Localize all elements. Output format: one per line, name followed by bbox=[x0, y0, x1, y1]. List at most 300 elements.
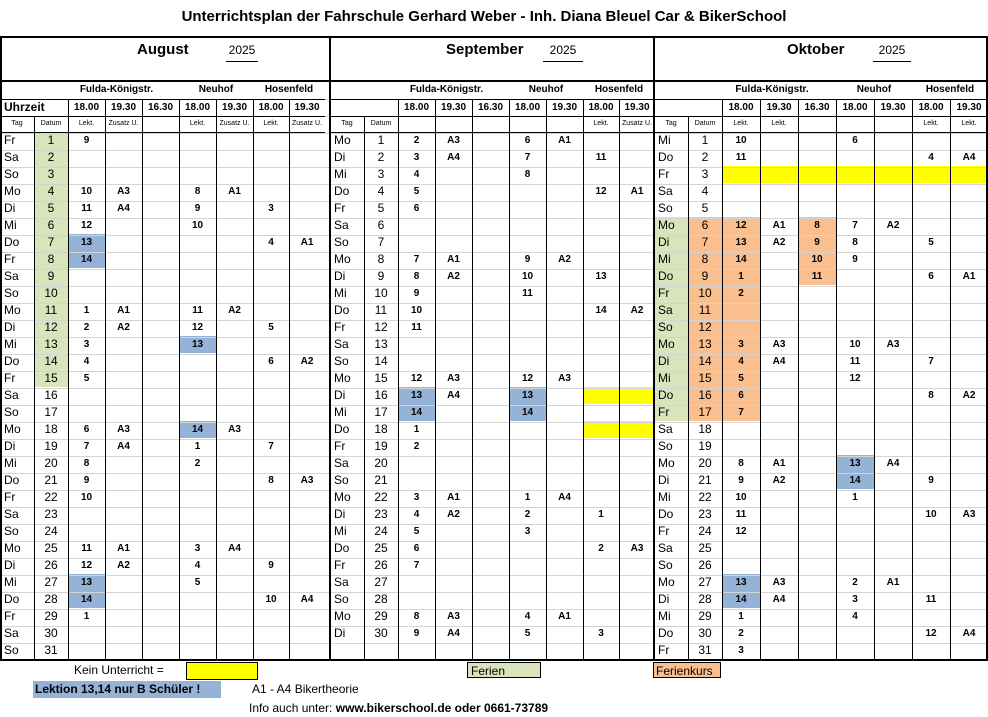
lesson-cell: 14 bbox=[595, 305, 607, 316]
uhrzeit-label: Uhrzeit bbox=[4, 100, 45, 114]
lesson-cell: A1 bbox=[558, 611, 571, 622]
lesson-cell: A3 bbox=[558, 373, 571, 384]
lesson-cell: 12 bbox=[410, 373, 423, 384]
month-year: 2025 bbox=[549, 43, 577, 57]
grid-line bbox=[289, 99, 290, 659]
time-header: 18.00 bbox=[918, 102, 944, 113]
lesson-cell: A1 bbox=[886, 577, 900, 588]
day-datum: 8 bbox=[701, 252, 709, 266]
cell-highlight bbox=[619, 421, 655, 438]
lesson-cell: A1 bbox=[447, 254, 460, 265]
lesson-cell: A3 bbox=[447, 135, 460, 146]
sub-header bbox=[874, 116, 912, 132]
grid-line bbox=[0, 422, 988, 423]
lesson-cell: 12 bbox=[735, 526, 747, 537]
lesson-cell: A4 bbox=[772, 594, 786, 605]
grid-line bbox=[0, 116, 325, 117]
lesson-cell: A1 bbox=[447, 492, 460, 503]
grid-line bbox=[0, 524, 988, 525]
grid-line bbox=[330, 116, 655, 117]
lesson-cell: 6 bbox=[928, 271, 934, 282]
location-fulda: Fulda-Königstr. bbox=[409, 84, 484, 95]
lesson-cell: 12 bbox=[849, 373, 861, 384]
lesson-cell: A3 bbox=[772, 339, 786, 350]
lesson-cell: 10 bbox=[80, 186, 93, 197]
location-neuhof: Neuhof bbox=[528, 84, 564, 95]
time-header: 19.30 bbox=[551, 102, 578, 113]
lesson-cell: 2 bbox=[413, 135, 420, 146]
grid-line bbox=[0, 303, 988, 304]
day-tag: So bbox=[658, 320, 673, 334]
day-tag: Sa bbox=[658, 422, 673, 436]
day-datum: 16 bbox=[44, 388, 58, 402]
lesson-cell: 10 bbox=[521, 271, 534, 282]
day-datum: 25 bbox=[44, 541, 58, 555]
time-header: 19.30 bbox=[880, 102, 906, 113]
lesson-cell: 13 bbox=[80, 577, 93, 588]
lesson-cell: 4 bbox=[524, 611, 531, 622]
day-datum: 7 bbox=[377, 235, 385, 249]
location-hosenfeld: Hosenfeld bbox=[264, 84, 314, 95]
lesson-cell: A1 bbox=[228, 186, 241, 197]
legend-kein-unterricht: Kein Unterricht = bbox=[74, 663, 164, 677]
grid-line bbox=[546, 99, 547, 659]
lesson-cell: 10 bbox=[925, 509, 937, 520]
day-tag: Fr bbox=[658, 286, 670, 300]
lesson-cell: 7 bbox=[83, 441, 90, 452]
day-tag: Mi bbox=[658, 490, 671, 504]
lesson-cell: 13 bbox=[410, 390, 423, 401]
grid-line bbox=[912, 99, 913, 659]
lesson-cell: A4 bbox=[772, 356, 786, 367]
lesson-cell: 1 bbox=[738, 271, 744, 282]
lesson-cell: A3 bbox=[117, 424, 130, 435]
day-tag: Mo bbox=[658, 337, 675, 351]
sub-header bbox=[509, 116, 546, 132]
lesson-cell: 8 bbox=[928, 390, 934, 401]
lesson-cell: 6 bbox=[83, 424, 90, 435]
month-name: August bbox=[137, 41, 189, 58]
lesson-cell: 2 bbox=[738, 628, 744, 639]
day-tag: Mo bbox=[658, 218, 675, 232]
day-tag: Do bbox=[658, 388, 674, 402]
datum-header: Datum bbox=[40, 120, 62, 127]
day-tag: Fr bbox=[658, 524, 670, 538]
lesson-cell: A2 bbox=[300, 356, 314, 367]
lesson-cell: 11 bbox=[849, 356, 861, 367]
time-header: 19.30 bbox=[766, 102, 792, 113]
day-datum: 22 bbox=[374, 490, 388, 504]
lesson-cell: 13 bbox=[595, 271, 607, 282]
grid-line bbox=[105, 99, 106, 659]
day-tag: Do bbox=[334, 184, 350, 198]
day-datum: 17 bbox=[698, 405, 712, 419]
info-prefix: Info auch unter: bbox=[249, 701, 336, 715]
day-tag: Mo bbox=[4, 303, 21, 317]
day-datum: 30 bbox=[374, 626, 388, 640]
lesson-cell: 14 bbox=[80, 594, 93, 605]
lesson-cell: 10 bbox=[735, 492, 747, 503]
day-tag: Sa bbox=[4, 388, 19, 402]
day-datum: 8 bbox=[377, 252, 385, 266]
day-tag: Fr bbox=[4, 609, 16, 623]
day-datum: 6 bbox=[377, 218, 385, 232]
grid-line bbox=[0, 201, 988, 202]
day-datum: 4 bbox=[701, 184, 709, 198]
page-title: Unterrichtsplan der Fahrschule Gerhard Weber - Inh. Diana Bleuel Car & BikerSchool bbox=[181, 8, 787, 25]
lesson-cell: 9 bbox=[194, 203, 201, 214]
day-datum: 6 bbox=[47, 218, 55, 232]
day-datum: 10 bbox=[44, 286, 58, 300]
lesson-cell: 2 bbox=[194, 458, 201, 469]
lesson-cell: 11 bbox=[735, 509, 747, 520]
time-header: 19.30 bbox=[110, 102, 137, 113]
lesson-cell: 11 bbox=[925, 594, 937, 605]
cell-highlight bbox=[874, 166, 912, 183]
grid-line bbox=[0, 643, 988, 644]
day-tag: Sa bbox=[658, 303, 673, 317]
lesson-cell: 1 bbox=[738, 611, 744, 622]
lesson-cell: A2 bbox=[772, 475, 786, 486]
day-tag: Di bbox=[334, 388, 346, 402]
cell-highlight bbox=[760, 166, 798, 183]
day-tag: Fr bbox=[4, 252, 16, 266]
grid-line bbox=[836, 99, 837, 659]
day-tag: Di bbox=[4, 439, 16, 453]
sub-header: Lekt. bbox=[733, 120, 749, 127]
day-tag: Do bbox=[658, 626, 674, 640]
lesson-cell: 4 bbox=[83, 356, 90, 367]
day-datum: 17 bbox=[374, 405, 388, 419]
lesson-cell: 7 bbox=[928, 356, 934, 367]
lesson-cell: A2 bbox=[117, 560, 130, 571]
day-datum: 16 bbox=[698, 388, 712, 402]
sub-header: Zusatz U. bbox=[219, 120, 250, 127]
time-header: 16.30 bbox=[477, 102, 504, 113]
location-fulda: Fulda-Königstr. bbox=[79, 84, 154, 95]
lesson-cell: 4 bbox=[738, 356, 744, 367]
day-tag: Do bbox=[658, 150, 674, 164]
lesson-cell: A4 bbox=[228, 543, 241, 554]
day-tag: Do bbox=[4, 592, 20, 606]
sub-header: Zusatz U. bbox=[292, 120, 322, 127]
lesson-cell: 10 bbox=[735, 135, 747, 146]
lesson-cell: A1 bbox=[772, 458, 786, 469]
day-datum: 13 bbox=[698, 337, 712, 351]
day-datum: 31 bbox=[698, 643, 712, 657]
lesson-cell: 11 bbox=[811, 271, 823, 282]
grid-line bbox=[0, 167, 988, 168]
month-name: September bbox=[446, 41, 524, 58]
day-tag: Mo bbox=[334, 252, 351, 266]
lesson-cell: A1 bbox=[300, 237, 314, 248]
lesson-cell: 13 bbox=[849, 458, 861, 469]
day-datum: 1 bbox=[377, 133, 385, 147]
day-tag: Mi bbox=[658, 609, 671, 623]
grid-line bbox=[68, 99, 69, 659]
lesson-cell: 12 bbox=[595, 186, 607, 197]
lesson-cell: A3 bbox=[300, 475, 314, 486]
lesson-cell: 5 bbox=[738, 373, 744, 384]
day-tag: Mo bbox=[4, 422, 21, 436]
day-datum: 23 bbox=[374, 507, 388, 521]
day-tag: Fr bbox=[334, 320, 346, 334]
lesson-cell: 5 bbox=[413, 186, 420, 197]
lesson-cell: 2 bbox=[524, 509, 531, 520]
day-datum: 3 bbox=[701, 167, 709, 181]
grid-line bbox=[0, 286, 988, 287]
day-tag: Di bbox=[4, 201, 16, 215]
lesson-cell: 12 bbox=[80, 560, 93, 571]
day-tag: So bbox=[4, 286, 19, 300]
day-datum: 30 bbox=[44, 626, 58, 640]
lesson-cell: A3 bbox=[962, 509, 976, 520]
lesson-cell: A4 bbox=[962, 152, 976, 163]
time-header: 19.30 bbox=[440, 102, 467, 113]
time-header: 19.30 bbox=[294, 102, 320, 113]
lesson-cell: 8 bbox=[413, 611, 420, 622]
lesson-cell: A2 bbox=[630, 305, 644, 316]
lesson-cell: 3 bbox=[852, 594, 858, 605]
day-tag: Mo bbox=[4, 541, 21, 555]
grid-line bbox=[179, 99, 180, 659]
day-tag: So bbox=[334, 592, 349, 606]
day-tag: Di bbox=[334, 626, 346, 640]
lesson-cell: A4 bbox=[117, 441, 130, 452]
sub-header bbox=[546, 116, 583, 132]
lesson-cell: 3 bbox=[268, 203, 274, 214]
lesson-cell: A1 bbox=[558, 135, 571, 146]
day-tag: Di bbox=[4, 320, 16, 334]
lesson-cell: A1 bbox=[117, 543, 130, 554]
day-datum: 10 bbox=[374, 286, 388, 300]
day-datum: 9 bbox=[47, 269, 55, 283]
lesson-cell: 4 bbox=[852, 611, 858, 622]
day-tag: Di bbox=[658, 473, 670, 487]
day-tag: Do bbox=[4, 354, 20, 368]
lesson-cell: 8 bbox=[268, 475, 274, 486]
day-tag: Di bbox=[4, 558, 16, 572]
day-datum: 17 bbox=[44, 405, 58, 419]
day-tag: Sa bbox=[4, 626, 19, 640]
day-datum: 21 bbox=[44, 473, 58, 487]
lesson-cell: 12 bbox=[735, 220, 747, 231]
lesson-cell: 11 bbox=[595, 152, 607, 163]
cell-highlight bbox=[619, 387, 655, 404]
day-datum: 8 bbox=[47, 252, 55, 266]
day-datum: 10 bbox=[698, 286, 712, 300]
location-neuhof: Neuhof bbox=[856, 84, 892, 95]
time-header: 16.30 bbox=[147, 102, 174, 113]
day-tag: Fr bbox=[658, 167, 670, 181]
lesson-cell: 10 bbox=[265, 594, 277, 605]
legend-ferien: Ferien bbox=[467, 662, 541, 678]
lesson-cell: 8 bbox=[738, 458, 744, 469]
lesson-cell: 10 bbox=[191, 220, 204, 231]
lesson-cell: 13 bbox=[80, 237, 93, 248]
day-datum: 29 bbox=[698, 609, 712, 623]
lesson-cell: A4 bbox=[447, 152, 460, 163]
day-datum: 2 bbox=[701, 150, 709, 164]
month-name: Oktober bbox=[787, 41, 845, 58]
lesson-cell: 6 bbox=[524, 135, 531, 146]
day-tag: Sa bbox=[334, 456, 349, 470]
day-datum: 12 bbox=[698, 320, 712, 334]
grid-line bbox=[0, 388, 988, 389]
day-tag: Mo bbox=[4, 184, 21, 198]
grid-line bbox=[653, 36, 655, 659]
lesson-cell: 1 bbox=[194, 441, 201, 452]
lesson-cell: A3 bbox=[447, 611, 460, 622]
grid-line bbox=[435, 99, 436, 659]
time-header: 18.00 bbox=[403, 102, 430, 113]
day-datum: 12 bbox=[374, 320, 388, 334]
day-tag: Mo bbox=[658, 575, 675, 589]
grid-line bbox=[0, 36, 988, 38]
day-datum: 27 bbox=[44, 575, 58, 589]
lesson-cell: 1 bbox=[852, 492, 858, 503]
day-tag: So bbox=[4, 524, 19, 538]
lesson-cell: A2 bbox=[117, 322, 130, 333]
grid-line bbox=[688, 116, 689, 659]
sub-header: Lekt. bbox=[189, 120, 206, 127]
grid-line bbox=[543, 61, 583, 62]
lesson-cell: 5 bbox=[194, 577, 201, 588]
day-datum: 20 bbox=[374, 456, 388, 470]
lesson-cell: 11 bbox=[81, 543, 92, 554]
day-tag: Fr bbox=[334, 201, 346, 215]
cell-highlight bbox=[950, 166, 988, 183]
sub-header bbox=[836, 116, 874, 132]
time-header: 16.30 bbox=[804, 102, 830, 113]
cell-highlight bbox=[583, 421, 619, 438]
day-tag: Mi bbox=[4, 456, 17, 470]
lesson-cell: 7 bbox=[524, 152, 531, 163]
lesson-cell: A2 bbox=[447, 271, 460, 282]
day-datum: 18 bbox=[44, 422, 58, 436]
lesson-cell: 10 bbox=[410, 305, 423, 316]
cell-highlight bbox=[722, 166, 760, 183]
grid-line bbox=[619, 99, 620, 659]
lesson-cell: 14 bbox=[191, 424, 204, 435]
day-tag: Fr bbox=[334, 558, 346, 572]
grid-line bbox=[509, 99, 510, 659]
grid-line bbox=[0, 184, 988, 185]
legend-ferienkurs: Ferienkurs bbox=[653, 662, 721, 678]
lesson-cell: 2 bbox=[413, 441, 420, 452]
lesson-cell: A3 bbox=[228, 424, 241, 435]
datum-header: Datum bbox=[370, 120, 392, 127]
tag-header: Tag bbox=[11, 120, 23, 127]
lesson-cell: 6 bbox=[738, 390, 744, 401]
lesson-cell: 12 bbox=[80, 220, 93, 231]
grid-line bbox=[0, 659, 988, 661]
day-tag: So bbox=[658, 558, 673, 572]
lesson-cell: A2 bbox=[447, 509, 460, 520]
day-tag: So bbox=[658, 201, 673, 215]
day-tag: Sa bbox=[4, 150, 19, 164]
day-datum: 18 bbox=[374, 422, 388, 436]
day-tag: Do bbox=[334, 422, 350, 436]
day-tag: Sa bbox=[658, 184, 673, 198]
grid-line bbox=[798, 99, 799, 659]
day-datum: 26 bbox=[374, 558, 388, 572]
day-tag: Di bbox=[658, 354, 670, 368]
lesson-cell: 10 bbox=[80, 492, 93, 503]
lesson-cell: 3 bbox=[738, 339, 744, 350]
day-tag: Mo bbox=[334, 490, 351, 504]
cell-highlight bbox=[583, 387, 619, 404]
day-tag: So bbox=[334, 235, 349, 249]
lesson-cell: 9 bbox=[928, 475, 934, 486]
day-datum: 19 bbox=[374, 439, 388, 453]
day-tag: Di bbox=[658, 592, 670, 606]
sub-header bbox=[435, 116, 472, 132]
day-datum: 24 bbox=[44, 524, 58, 538]
tag-header: Tag bbox=[341, 120, 353, 127]
day-datum: 11 bbox=[374, 303, 388, 317]
lesson-cell: A3 bbox=[772, 577, 786, 588]
day-tag: So bbox=[4, 167, 19, 181]
lesson-cell: A3 bbox=[447, 373, 460, 384]
day-datum: 28 bbox=[44, 592, 58, 606]
day-tag: Do bbox=[4, 235, 20, 249]
grid-line bbox=[0, 132, 325, 133]
day-tag: Sa bbox=[334, 218, 349, 232]
lesson-cell: 11 bbox=[735, 152, 747, 163]
day-datum: 25 bbox=[698, 541, 712, 555]
day-datum: 18 bbox=[698, 422, 712, 436]
lesson-cell: 6 bbox=[413, 203, 420, 214]
sub-header bbox=[142, 116, 179, 132]
lesson-cell: 11 bbox=[192, 305, 203, 316]
day-tag: Di bbox=[334, 507, 346, 521]
lesson-cell: 3 bbox=[413, 152, 420, 163]
lesson-cell: 3 bbox=[83, 339, 90, 350]
lesson-cell: 12 bbox=[521, 373, 534, 384]
day-tag: Do bbox=[4, 473, 20, 487]
time-header: 19.30 bbox=[221, 102, 248, 113]
grid-line bbox=[216, 99, 217, 659]
lesson-cell: 13 bbox=[521, 390, 534, 401]
grid-line bbox=[0, 320, 988, 321]
day-datum: 3 bbox=[47, 167, 55, 181]
lesson-cell: A4 bbox=[558, 492, 571, 503]
day-tag: Sa bbox=[334, 337, 349, 351]
time-header: 18.00 bbox=[588, 102, 614, 113]
grid-line bbox=[874, 99, 875, 659]
day-datum: 22 bbox=[698, 490, 712, 504]
day-datum: 20 bbox=[698, 456, 712, 470]
lesson-cell: 1 bbox=[83, 305, 90, 316]
grid-line bbox=[722, 99, 723, 659]
grid-line bbox=[0, 507, 988, 508]
grid-line bbox=[0, 558, 988, 559]
location-hosenfeld: Hosenfeld bbox=[925, 84, 975, 95]
day-datum: 13 bbox=[374, 337, 388, 351]
legend-biker: A1 - A4 Bikertheorie bbox=[252, 682, 359, 696]
day-tag: Fr bbox=[658, 405, 670, 419]
lesson-cell: 8 bbox=[83, 458, 90, 469]
lesson-cell: 10 bbox=[849, 339, 861, 350]
lesson-cell: 1 bbox=[598, 509, 604, 520]
grid-line bbox=[364, 116, 365, 659]
grid-line bbox=[329, 36, 331, 659]
lesson-cell: 1 bbox=[83, 611, 90, 622]
lesson-cell: 14 bbox=[521, 407, 534, 418]
time-header: 19.30 bbox=[624, 102, 650, 113]
grid-line bbox=[760, 99, 761, 659]
